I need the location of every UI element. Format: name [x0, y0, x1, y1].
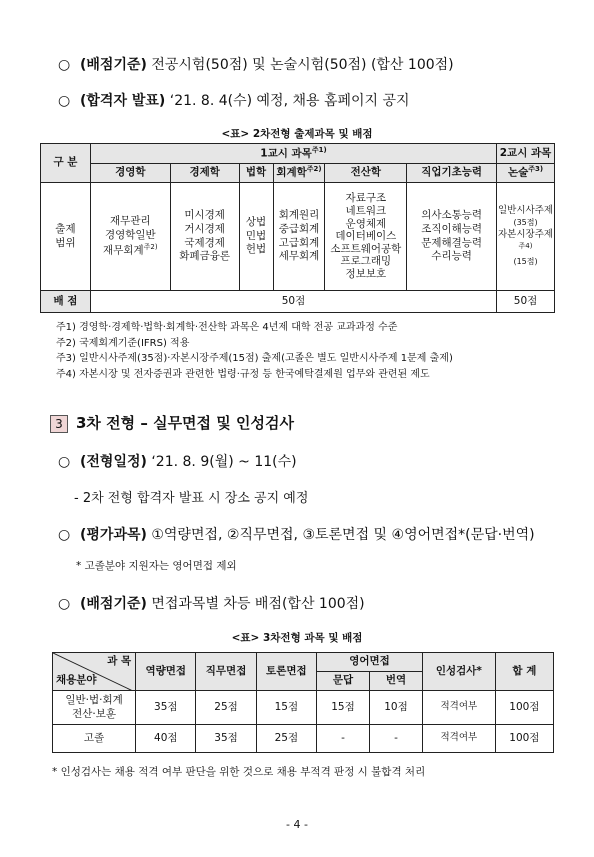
col-competency: 역량면접	[136, 653, 196, 691]
second-stage-table	[40, 143, 555, 313]
score-period1: 50점	[90, 291, 496, 313]
scope-ncs: 의사소통능력 조직이해능력 문제해결능력 수리능력	[407, 183, 497, 291]
col-discussion: 토론면접	[256, 653, 316, 691]
table1-notes	[56, 320, 453, 382]
subject-economics: 경제학	[170, 164, 239, 183]
note-4: 주4) 자본시장 및 전자증권과 관련한 법령·규정 등 한국예탁결제원 업무와 관련된 제도	[56, 368, 430, 380]
corner-header: 과 목 채용분야	[53, 653, 136, 691]
table-row: 고졸 40점 35점 25점 - - 적격여부 100점	[53, 725, 554, 753]
scope-label: 출제 범위	[41, 183, 91, 291]
col-english: 영어면접	[316, 653, 422, 672]
subject-business: 경영학	[90, 164, 170, 183]
table1-caption: <표> 2차전형 출제과목 및 배점	[221, 128, 373, 140]
personality-footnote: * 인성검사는 채용 적격 여부 판단을 위한 것으로 채용 부적격 판정 시 불합격 처리	[52, 766, 426, 778]
note-3: 주3) 일반시사주제(35점)·자본시장주제(15점) 출제(고졸은 별도 일반시사주제 1문제 출제)	[56, 353, 453, 364]
scope-business: 재무관리 경영학일반 재무회계$^{주2)}$	[90, 183, 170, 291]
scope-economics: 미시경제 거시경제 국제경제 화폐금융론	[170, 183, 239, 291]
period2-header: 2교시 과목	[497, 144, 555, 164]
score-label: 배 점	[41, 291, 91, 313]
page-number: - 4 -	[286, 818, 308, 831]
announcement-line: ○ (합격자 발표) ‘21. 8. 4(수) 예정, 채용 홈페이지 공지	[58, 93, 410, 109]
scope-cs: 자료구조 네트워크 운영체제 데이터베이스 소프트웨어공학 프로그래밍 정보보호	[325, 183, 407, 291]
subject-essay: 논술$^{주3)}$	[497, 164, 555, 183]
scope-law: 상법 민법 헌법	[239, 183, 273, 291]
col-personality: 인성검사*	[422, 653, 495, 691]
section3-heading: 3 3차 전형 – 실무면접 및 인성검사	[50, 412, 294, 433]
subject-accounting: 회계학$^{주2)}$	[273, 164, 325, 183]
note-2: 주2) 국제회계기준(IFRS) 적용	[56, 337, 190, 349]
english-exclusion-note: * 고졸분야 지원자는 영어면접 제외	[76, 560, 237, 572]
table2-caption: <표> 3차전형 과목 및 배점	[231, 632, 363, 644]
score-period2: 50점	[497, 291, 555, 313]
scoring-criteria-line: ○ (배점기준) 전공시험(50점) 및 논술시험(50점) (합산 100점)	[58, 57, 454, 73]
section-number: 3	[50, 415, 68, 433]
scope-essay: 일반시사주제 (35점) 자본시장주제$^{주4)}$ (15점)	[497, 183, 555, 291]
subject-law: 법학	[239, 164, 273, 183]
schedule-line: ○ (전형일정) ‘21. 8. 9(월) ~ 11(수)	[58, 454, 297, 470]
scoring-criteria-line-2: ○ (배점기준) 면접과목별 차등 배점(합산 100점)	[58, 596, 365, 612]
scope-accounting: 회계원리 중급회계 고급회계 세무회계	[273, 183, 325, 291]
gubun-header: 구 분	[41, 144, 91, 183]
table-row: 일반·법·회계 전산·보훈 35점 25점 15점 15점 10점 적격여부 100점	[53, 691, 554, 725]
schedule-subline: - 2차 전형 합격자 발표 시 장소 공지 예정	[74, 491, 309, 506]
period1-header: 1교시 과목$^{주1)}$	[90, 144, 496, 164]
subject-ncs: 직업기초능력	[407, 164, 497, 183]
third-stage-table	[52, 652, 554, 753]
evaluation-line: ○ (평가과목) ①역량면접, ②직무면접, ③토론면접 및 ④영어면접*(문답·번역)	[58, 527, 535, 543]
col-english-translation: 번역	[369, 672, 422, 691]
note-1: 주1) 경영학·경제학·법학·회계학·전산학 과목은 4년제 대학 전공 교과과정 수준	[56, 322, 398, 333]
col-job: 직무면접	[196, 653, 256, 691]
col-total: 합 계	[495, 653, 553, 691]
col-english-qa: 문답	[316, 672, 369, 691]
subject-cs: 전산학	[325, 164, 407, 183]
